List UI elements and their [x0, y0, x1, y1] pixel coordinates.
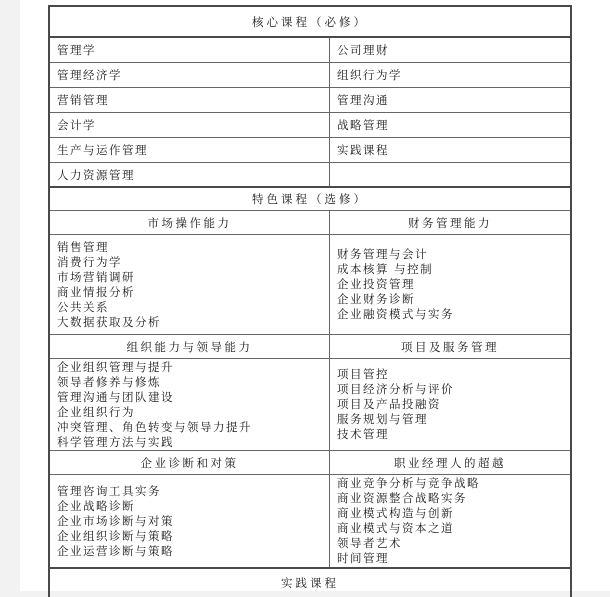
core-title-row	[50, 7, 570, 38]
list-item: 企业运营诊断与策略	[57, 543, 174, 558]
list-item: 公共关系	[57, 299, 109, 314]
elective-courses-title: 特色课程（选修）	[252, 192, 368, 206]
list-item: 领导者艺术	[337, 536, 402, 550]
course-list	[50, 475, 330, 567]
core-course-cell: 管理学	[50, 38, 330, 62]
list-item: 科学管理方法与实践	[57, 434, 174, 449]
table-row	[50, 63, 570, 88]
list-item: 时间管理	[337, 551, 389, 565]
list-item: 企业投资管理	[337, 277, 415, 291]
list-item: 商业资源整合战略实务	[337, 491, 467, 505]
curriculum-table	[48, 5, 572, 597]
list-item: 消费行为学	[57, 254, 122, 269]
group-items-row	[50, 475, 570, 569]
course-list	[330, 235, 570, 334]
core-course-cell: 实践课程	[337, 143, 389, 157]
list-item: 项目经济分析与评价	[337, 382, 454, 396]
group-heading: 项目及服务管理	[401, 339, 499, 354]
list-item: 项目及产品投融资	[337, 397, 441, 411]
list-item: 商业情报分析	[57, 284, 135, 299]
list-item: 商业模式构造与创新	[337, 506, 454, 520]
list-item: 财务管理与会计	[337, 247, 428, 261]
group-items-row	[50, 359, 570, 451]
list-item: 管理咨询工具实务	[57, 483, 161, 498]
group-heading-row	[50, 211, 570, 235]
core-course-cell: 组织行为学	[337, 68, 402, 82]
group-heading: 组织能力与领导能力	[50, 335, 330, 358]
course-list	[330, 475, 570, 567]
core-course-cell: 管理经济学	[50, 63, 330, 87]
group-heading: 企业诊断和对策	[50, 451, 330, 474]
core-course-cell: 生产与运作管理	[50, 138, 330, 162]
list-item: 项目管控	[337, 367, 389, 381]
course-list	[50, 235, 330, 334]
list-item: 企业组织诊断与策略	[57, 528, 174, 543]
core-course-cell	[330, 163, 570, 186]
list-item: 成本核算 与控制	[337, 262, 434, 276]
list-item: 企业市场诊断与对策	[57, 513, 174, 528]
group-heading: 财务管理能力	[408, 215, 492, 230]
core-courses-title: 核心课程（必修）	[252, 14, 368, 29]
list-item: 冲突管理、角色转变与领导力提升	[57, 419, 252, 434]
list-item: 领导者修养与修炼	[57, 374, 161, 389]
course-list	[50, 359, 330, 450]
list-item: 市场营销调研	[57, 269, 135, 284]
list-item: 技术管理	[337, 427, 389, 441]
list-item: 服务规划与管理	[337, 412, 428, 426]
elective-title-row	[50, 188, 570, 211]
group-heading-row	[50, 335, 570, 359]
core-course-cell: 营销管理	[50, 88, 330, 112]
table-row	[50, 163, 570, 188]
list-item: 商业竞争分析与竞争战略	[337, 476, 480, 490]
group-items-row	[50, 235, 570, 335]
group-heading: 职业经理人的超越	[394, 455, 506, 470]
core-course-cell: 人力资源管理	[50, 163, 330, 186]
list-item: 销售管理	[57, 239, 109, 254]
group-heading: 市场操作能力	[50, 211, 330, 234]
table-row	[50, 38, 570, 63]
list-item: 管理沟通与团队建设	[57, 389, 174, 404]
list-item: 企业战略诊断	[57, 498, 135, 513]
table-row	[50, 138, 570, 163]
table-row	[50, 88, 570, 113]
core-course-cell: 管理沟通	[337, 93, 389, 107]
practice-title-row	[50, 569, 570, 597]
list-item: 企业组织管理与提升	[57, 359, 174, 374]
group-heading-row	[50, 451, 570, 475]
list-item: 企业组织行为	[57, 404, 135, 419]
course-list	[330, 359, 570, 450]
list-item: 大数据获取及分析	[57, 314, 161, 329]
core-course-cell: 会计学	[50, 113, 330, 137]
core-course-cell: 公司理财	[337, 43, 389, 57]
table-row	[50, 113, 570, 138]
list-item: 商业模式与资本之道	[337, 521, 454, 535]
list-item: 企业财务诊断	[337, 292, 415, 306]
list-item: 企业融资模式与实务	[337, 307, 454, 321]
practice-courses-title: 实践课程	[281, 576, 339, 590]
core-course-cell: 战略管理	[337, 118, 389, 132]
